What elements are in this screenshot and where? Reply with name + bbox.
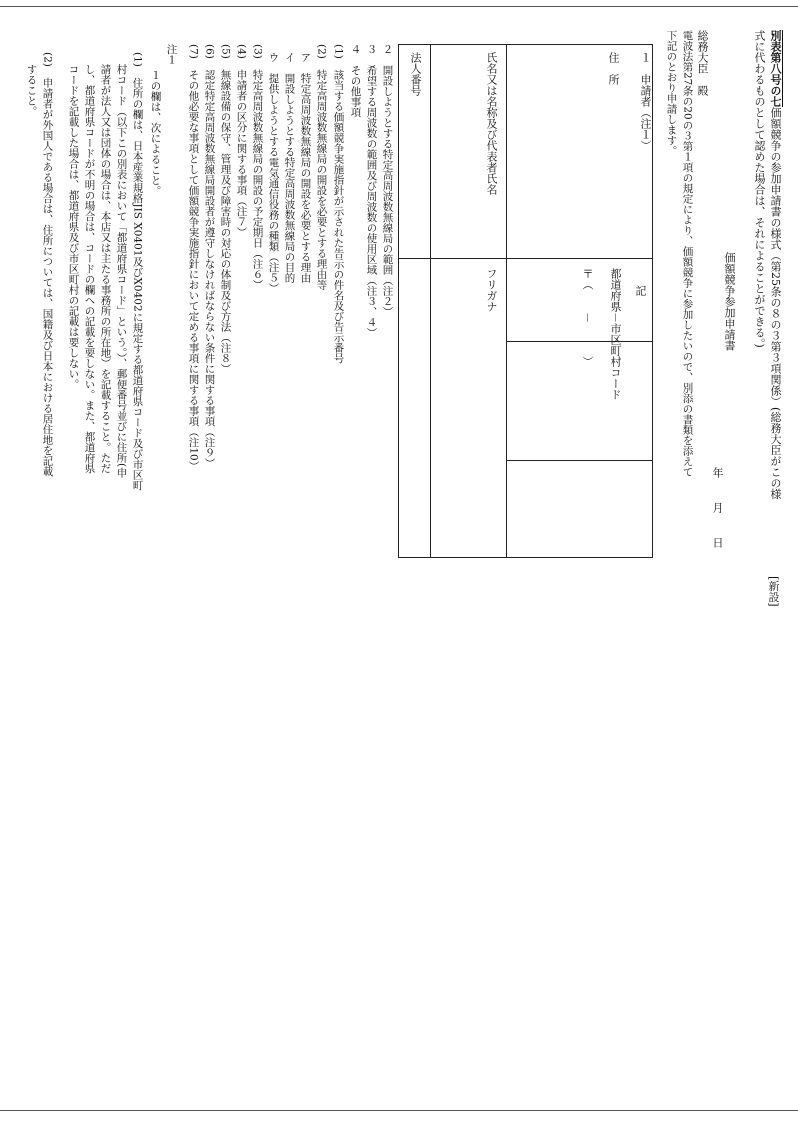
address-label: 住 所 [607, 52, 620, 85]
postal-code-label: 〒（ － ） [581, 268, 594, 367]
note-1-1-line-1: (1) 住所の欄は、日本産業規格JIS X0401及びX0402に規定する都道府県コード及び市区町 [131, 52, 144, 491]
note-1-label: 注１ [165, 44, 178, 65]
name-label: 氏名又は名称及び代表者氏名 [485, 52, 498, 195]
applicant-section-label: １ 申請者（注１） [639, 52, 652, 151]
note-1-1-line-2: 村コード（以下この別表において「都道府県コード」という。）、郵便番号並びに住所(申 [115, 64, 128, 478]
title-text: 価額競争の参加申請書の様式（第25条の８の３第３項関係）(総務大臣がこの様 [769, 107, 782, 500]
top-rule [0, 6, 798, 7]
date-year: 年 [711, 467, 724, 478]
corp-number-label: 法人番号 [409, 52, 422, 96]
note-1-2-line-1: (2) 申請者が外国人である場合は、住所については、国籍及び日本における居住地を記載 [41, 52, 54, 477]
note-1-1-line-5: コードを記載した場合は、都道府県及び市区町村の記載は要しない。 [67, 64, 80, 390]
item-4-5: (5) 無線設備の保守、管理及び障害時の対応の体制及び方法（注８） [219, 44, 232, 374]
date-day: 日 [711, 537, 724, 548]
note-1-1-line-4: し、都道府県コードが不明の場合は、コードの欄への記載を要しない。また、都道府県 [83, 64, 96, 474]
furigana-label: フリガナ [485, 268, 498, 312]
item-4-1: (1) 該当する価額競争実施指針が示された告示の件名及び告示番号 [332, 44, 345, 364]
intro-line-2: 下記のとおり申請します。 [665, 30, 678, 156]
intro-line-1: 電波法第27条の20の３第１項の規定により、価額競争に参加したいので、別添の書類を添えて [681, 30, 694, 477]
document-name: 価額競争参加申請書 [723, 252, 736, 351]
item-4-2-a: ア 特定高周波数無線局の開設を必要とする理由 [299, 52, 312, 283]
table-divider-name-corp [430, 44, 431, 558]
item-2: ２ 開設しようとする特定高周波数無線局の範囲（注２） [381, 44, 394, 317]
item-4-7: (7) その他必要な事項として価額競争実施指針において定める事項に関する事項（注10） [187, 44, 200, 472]
address-postal-rule [559, 258, 607, 259]
table-divider-horizontal [398, 258, 653, 259]
title-line-1 [770, 30, 781, 499]
note-1-1-line-3: 請者が法人又は団体の場合は、本店又は主たる事務所の所在地）を記載すること。ただ [99, 64, 112, 474]
title-label: 別表第八号の七 [769, 30, 782, 107]
table-divider-address-name [506, 44, 507, 558]
bottom-rule [0, 1110, 798, 1111]
item-4-4: (4) 申請者の区分に関する事項（注７） [235, 44, 248, 238]
item-3: ３ 希望する周波数の範囲及び周波数の使用区域（注３、４） [365, 44, 378, 338]
item-4-2-b: イ 開設しようとする特定高周波数無線局の目的 [283, 52, 296, 283]
item-4-2-c: ウ 提供しようとする電気通信役務の種類（注５） [267, 52, 280, 294]
new-mark: [新設] [767, 576, 780, 607]
title-line-2: 式に代わるものとして認めた場合は、それによることができる。) [753, 30, 766, 348]
item-4-6: (6) 認定特定高周波数無線局開設者が遵守しなければならない条件に関する事項（注９） [203, 44, 216, 469]
item-4-3: (3) 特定高周波数無線局の開設の予定期日（注６） [251, 44, 264, 290]
note-1-intro: １の欄は、次によること。 [149, 70, 162, 196]
ki-label: 記 [634, 285, 647, 296]
date-month: 月 [711, 502, 724, 513]
item-4-2: (2) 特定高周波数無線局の開設を必要とする理由等 [315, 44, 328, 290]
note-1-2-line-2: すること。 [25, 64, 38, 117]
addressee: 総務大臣 殿 [696, 30, 709, 96]
address-subdivider-2 [506, 460, 653, 461]
address-subdivider-1 [506, 341, 653, 342]
item-4: ４ その他事項 [349, 44, 362, 118]
pref-code-label: 都道府県－市区町村コード [609, 268, 622, 400]
